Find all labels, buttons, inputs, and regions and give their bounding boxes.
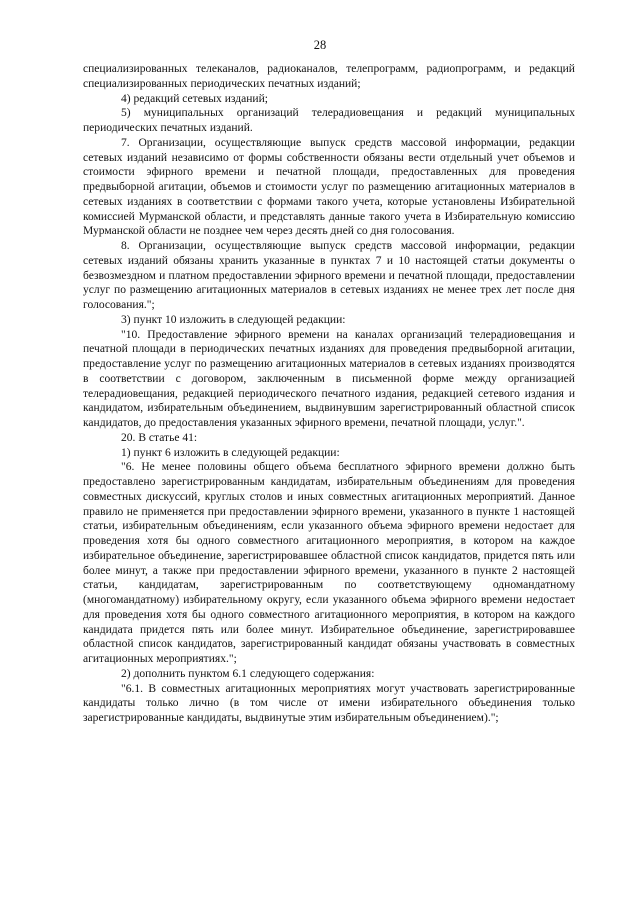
paragraph-clause-6: "6. Не менее половины общего объема бесплатного эфирного времени должно быть предоставлено зарегистрированным кандидатам, избирательным объединениям для проведения совместных дискуссий, круглых столов и иных совместных агитационных мероприятий. Данное правило не применяется при предоставлении эфирного времени, указанного в пункте 1 настоящей статьи, избирательным объединениям, если указанного объема эфирного времени недостает для проведения хотя бы одного совместного агитационного мероприятия, в котором на каждое избирательное объединение, зарегистрировавшее областной список кандидатов, придется пять или более минут, а также при предоставлении эфирного времени, указанного в пункте 2 настоящей статьи, кандидатам, зарегистрированным по соответствующему одномандатному (многомандатному) избирательному округу, если указанного объема эфирного времени недостает для проведения хотя бы одного совместного агитационного мероприятия, в котором на каждого кандидата придется пять или более минут. Избирательное объединение, зарегистрировавшее областной список кандидатов, зарегистрированный кандидат обязаны участвовать в совместных агитационных мероприятиях."; [83,461,575,665]
paragraph-amendment-3: 3) пункт 10 изложить в следующей редакции: [121,313,346,326]
paragraph-article-41-heading: 20. В статье 41: [121,431,198,444]
paragraph-clause-7: 7. Организации, осуществляющие выпуск средств массовой информации, редакции сетевых изданий независимо от формы собственности обязаны вести отдельный учет объемов и стоимости эфирного времени и печатной площади, предоставленных для проведения предвыборной агитации, объемов и стоимости услуг по размещению агитационных материалов в сетевых изданиях в соответствии с формами такого учета, которые установлены Избирательной комиссией Мурманской области, и представлять данные такого учета в Избирательную комиссию Мурманской области не позднее чем через десять дней со дня голосования. [83,136,575,238]
paragraph-item-5: 5) муниципальных организаций телерадиовещания и редакций муниципальных периодических печатных изданий. [83,107,575,134]
paragraph-amendment-1: 1) пункт 6 изложить в следующей редакции: [121,446,340,459]
paragraph-item-4: 4) редакций сетевых изданий; [121,92,268,105]
paragraph-clause-10: "10. Предоставление эфирного времени на каналах организаций телерадиовещания и печатной площади в периодических печатных изданиях для проведения предвыборной агитации, предоставление услуг по размещению агитационных материалов в сетевых изданиях производятся в соответствии с договором, заключенным в письменной форме между организацией телерадиовещания, редакцией периодического печатного издания, редакцией сетевого издания и кандидатом, избирательным объединением, выдвинувшим зарегистрированный областной список кандидатов, до предоставления указанных эфирного времени, печатной площади, услуг.". [83,328,575,429]
paragraph-clause-8: 8. Организации, осуществляющие выпуск средств массовой информации, редакции сетевых изданий обязаны хранить указанные в пунктах 7 и 10 настоящей статьи документы о безвозмездном и платном предоставлении эфирного времени и печатной площади, предоставлении услуг по размещению агитационных материалов в сетевых изданиях не менее трех лет после дня голосования."; [83,240,575,311]
paragraph-amendment-2: 2) дополнить пунктом 6.1 следующего содержания: [121,667,375,680]
document-body [83,62,575,726]
page-number: 28 [313,38,327,52]
paragraph-continuation: специализированных телеканалов, радиоканалов, телепрограмм, радиопрограмм, и редакций специализированных периодических печатных изданий; [83,63,575,90]
paragraph-clause-6-1: "6.1. В совместных агитационных мероприятиях могут участвовать зарегистрированные кандидаты только лично (в том числе от имени избирательного объединения только зарегистрированные кандидаты, выдвинутые этим избирательным объединением)."; [83,682,575,724]
